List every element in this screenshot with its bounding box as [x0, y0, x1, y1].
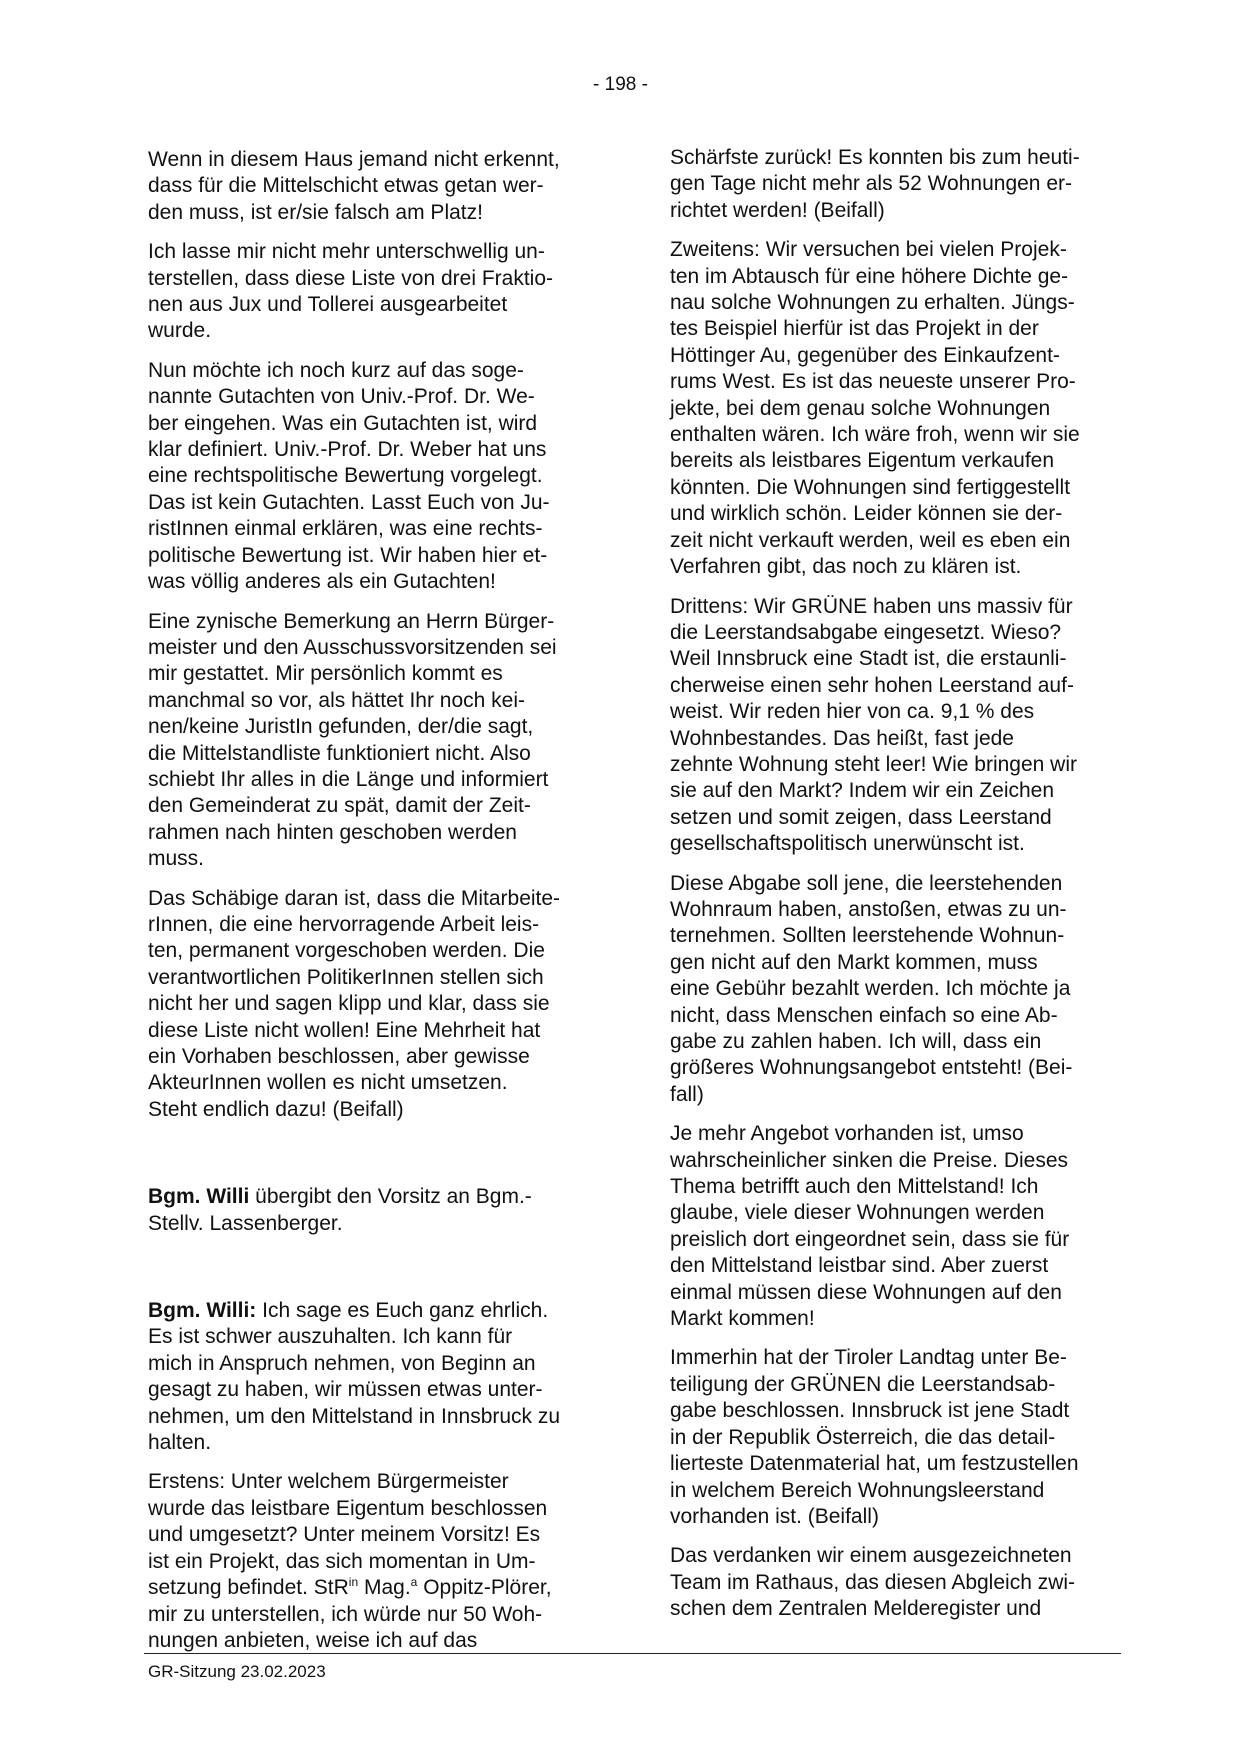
- superscript: in: [348, 1575, 359, 1590]
- section-gap: [148, 1250, 616, 1298]
- paragraph-text: Oppitz-Plörer, mir zu unterstellen, ich würde nur 50 Woh- nungen anbieten, weise ich auf das: [148, 1576, 552, 1652]
- paragraph: Eine zynische Bemerkung an Herrn Bürger- meister und den Ausschussvorsitzenden sei mir gestattet. Mir persönlich kommt es manchmal so vor, als hättet Ihr noch kei- nen/keine JuristIn gefunden, der/die sagt, die Mittelstandliste funktioniert nicht. Also schiebt Ihr alles in die Länge und informiert den Gemeinderat zu spät, damit der Zeit- rahmen nach hinten geschoben werden muss.: [148, 609, 557, 871]
- procedural-text: übergibt den Vorsitz an Bgm.- Stellv. Lassenberger.: [148, 1185, 532, 1235]
- left-column: [148, 147, 616, 1667]
- paragraph: Nun möchte ich noch kurz auf das soge- nannte Gutachten von Univ.-Prof. Dr. We- ber eingehen. Was ein Gutachten ist, wird klar definiert. Univ.-Prof. Dr. Weber hat uns eine rechtspolitische Bewertung vorgelegt. Das ist kein Gutachten. Lasst Euch von Ju- ristInnen einmal erklären, was eine rechts- politische Bewertung ist. Wir haben hier et- was völlig anderes als ein Gutachten!: [148, 358, 550, 594]
- paragraph: Ich lasse mir nicht mehr unterschwellig un- terstellen, dass diese Liste von drei Fraktio- nen aus Jux und Tollerei ausgearbeitet wurde.: [148, 240, 554, 343]
- speaker-name: Bgm. Willi:: [148, 1299, 257, 1323]
- paragraph: [148, 1469, 616, 1654]
- paragraph: Drittens: Wir GRÜNE haben uns massiv für die Leerstandsabgabe eingesetzt. Wieso? Weil Innsbruck eine Stadt ist, die erstaunli- cherweise einen sehr hohen Leerstand auf- weist. Wir reden hier von ca. 9,1 % des Wohnbestandes. Das heißt, fast jede zehnte Wohnung steht leer! Wie bringen wir sie auf den Markt? Indem wir ein Zeichen setzen und somit zeigen, dass Leerstand gesellschaftspolitisch unerwünscht ist.: [670, 594, 1077, 856]
- speaker-name: Bgm. Willi: [148, 1185, 250, 1209]
- paragraph-text: Erstens: Unter welchem Bürgermeister wurde das leistbare Eigentum beschlossen und umgesetzt? Unter meinem Vorsitz! Es ist ein Projekt, das sich momentan in Um- setzung befindet. StR: [148, 1470, 548, 1600]
- paragraph: Wenn in diesem Haus jemand nicht erkennt, dass für die Mittelschicht etwas getan wer- den muss, ist er/sie falsch am Platz!: [148, 148, 560, 224]
- procedural-note: [148, 1184, 616, 1237]
- footer-divider: [144, 1653, 1121, 1654]
- paragraph-text: Mag.: [358, 1576, 411, 1600]
- paragraph: Das Schäbige daran ist, dass die Mitarbeite- rInnen, die eine hervorragende Arbeit leis- ten, permanent vorgeschoben werden. Die verantwortlichen PolitikerInnen stellen sich nicht her und sagen klipp und klar, dass sie diese Liste nicht wollen! Eine Mehrheit hat ein Vorhaben beschlossen, aber gewisse AkteurInnen wollen es nicht umsetzen. Steht endlich dazu! (Beifall): [148, 886, 561, 1121]
- paragraph: Je mehr Angebot vorhanden ist, umso wahrscheinlicher sinken die Preise. Dieses Thema betrifft auch den Mittelstand! Ich glaube, viele dieser Wohnungen werden preislich dort eingeordnet sein, dass sie für den Mittelstand leistbar sind. Aber zuerst einmal müssen diese Wohnungen auf den Markt kommen!: [670, 1122, 1070, 1331]
- footer-session-label: GR-Sitzung 23.02.2023: [148, 1662, 326, 1681]
- paragraph: Schärfste zurück! Es konnten bis zum heuti- gen Tage nicht mehr als 52 Wohnungen er- richtet werden! (Beifall): [670, 146, 1080, 222]
- paragraph: Diese Abgabe soll jene, die leerstehenden Wohnraum haben, anstoßen, etwas zu un- ternehmen. Sollten leerstehende Wohnun- gen nicht auf den Markt kommen, muss eine Gebühr bezahlt werden. Ich möchte ja nicht, dass Menschen einfach so eine Ab- gabe zu zahlen haben. Ich will, dass ein größeres Wohnungsangebot entsteht! (Bei- fall): [670, 871, 1073, 1106]
- section-gap: [148, 1136, 616, 1184]
- paragraph: Das verdanken wir einem ausgezeichneten Team im Rathaus, das diesen Abgleich zwi- schen dem Zentralen Melderegister und: [670, 1544, 1076, 1621]
- paragraph: Zweitens: Wir versuchen bei vielen Projek- ten im Abtausch für eine höhere Dichte ge- nau solche Wohnungen zu erhalten. Jüngs- tes Beispiel hierfür ist das Projekt in der Höttinger Au, gegenüber des Einkaufzent- rums West. Es ist das neueste unserer Pro- jekte, bei dem genau solche Wohnungen enthalten wären. Ich wäre froh, wenn wir sie bereits als leistbares Eigentum verkaufen könnten. Die Wohnungen sind fertiggestellt und wirklich schön. Leider können sie der- zeit nicht verkauft werden, weil es eben ein Verfahren gibt, das noch zu klären ist.: [670, 238, 1080, 579]
- right-column: [670, 145, 1138, 1636]
- page-number: - 198 -: [593, 74, 648, 95]
- speech-text: Ich sage es Euch ganz ehrlich. Es ist schwer auszuhalten. Ich kann für mich in Anspruch nehmen, von Beginn an gesagt zu haben, wir müssen etwas unter- nehmen, um den Mittelstand in Innsbruck zu halten.: [148, 1299, 561, 1455]
- speech-paragraph: [148, 1298, 616, 1456]
- paragraph: Immerhin hat der Tiroler Landtag unter Be- teiligung der GRÜNEN die Leerstandsab- gabe beschlossen. Innsbruck ist jene Stadt in der Republik Österreich, die das detail- lierteste Datenmaterial hat, um festzustellen in welchem Bereich Wohnungsleerstand vorhanden ist. (Beifall): [670, 1346, 1079, 1528]
- superscript: a: [410, 1575, 418, 1590]
